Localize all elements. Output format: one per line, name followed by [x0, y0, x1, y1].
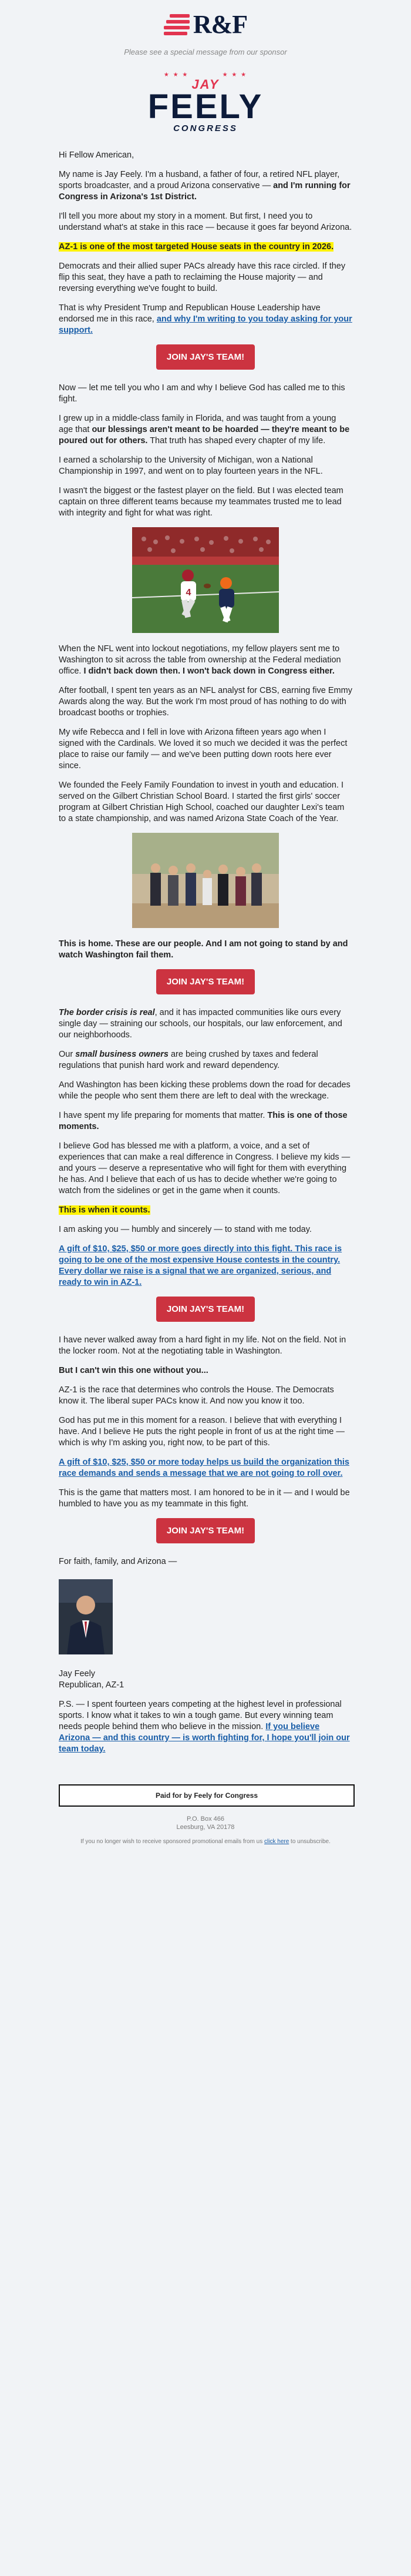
paragraph — [59, 1007, 352, 1041]
candidate-office: CONGRESS — [173, 123, 238, 133]
greeting: Hi Fellow American, — [59, 150, 134, 160]
text: , and it has impacted communities like ours every single day — straining our schools, our hospitals, our law enforcement, and our neighborhoods. — [59, 1008, 342, 1040]
paragraph: AZ-1 is the race that determines who controls the House. The Democrats know it. The liberal super PACs know it. And now you know it too. — [59, 1385, 334, 1406]
cta-row — [59, 344, 352, 370]
bold-italic-text: The border crisis is real — [59, 1008, 155, 1017]
support-link[interactable]: and why I'm writing to you today asking for your support. — [59, 314, 352, 335]
paragraph-bold — [59, 1365, 352, 1376]
text: to unsubscribe. — [289, 1838, 331, 1845]
candidate-first-name: JAY — [191, 77, 220, 92]
text: P.S. — I spent fourteen years competing at the highest level in professional sports. I know what it takes to win a tough game. But every winning team needs people behind them who believe in the mission. — [59, 1700, 342, 1731]
paragraph: And Washington has been kicking these problems down the road for decades while the people who sent them there are left to deal with the wreckage. — [59, 1080, 351, 1101]
paragraph — [59, 413, 352, 447]
paid-for-box: Paid for by Feely for Congress — [59, 1784, 355, 1807]
mailing-address — [59, 1815, 352, 1831]
letter-body — [59, 150, 352, 1755]
join-team-button[interactable]: JOIN JAY'S TEAM! — [156, 1297, 255, 1322]
paragraph — [59, 1110, 352, 1133]
paragraph: I earned a scholarship to the University of Michigan, won a National Championship in 1997, and went on to play fourteen years in the NFL. — [59, 455, 323, 476]
join-team-button[interactable]: JOIN JAY'S TEAM! — [156, 344, 255, 370]
donate-link[interactable]: A gift of $10, $25, $50 or more goes directly into this fight. This race is going to be one of the most expensive House contests in the country. Every dollar we raise is a signal that we are organized, serious, and ready to win in AZ-1. — [59, 1244, 342, 1287]
cta-row — [59, 1518, 352, 1543]
paragraph: I am asking you — humbly and sincerely — to stand with me today. — [59, 1225, 312, 1234]
candidate-last-name: FEELY — [147, 88, 264, 126]
paragraph-intro — [59, 169, 352, 203]
unsubscribe-link[interactable]: click here — [264, 1838, 289, 1845]
paragraph — [59, 1244, 352, 1288]
text: Our — [59, 1050, 76, 1059]
intro-text: My name is Jay Feely. I'm a husband, a father of four, a retired NFL player, sports broadcaster, and a proud Arizona conservative — — [59, 170, 340, 190]
unsubscribe-line — [59, 1838, 352, 1845]
svg-text:4: 4 — [186, 588, 191, 598]
highlighted-text: This is when it counts. — [59, 1205, 150, 1215]
text: If you no longer wish to receive sponsored promotional emails from us — [80, 1838, 265, 1845]
endorse-text: That is why President Trump and Republican House Leadership have endorsed me in this race, — [59, 303, 321, 324]
family-photo — [132, 833, 279, 928]
address-line: P.O. Box 466 — [186, 1815, 224, 1823]
paragraph: This is the game that matters most. I am honored to be in it — and I would be humbled to have you as my teammate in this fight. — [59, 1488, 350, 1509]
join-team-button[interactable]: JOIN JAY'S TEAM! — [156, 969, 255, 994]
stars-icon: ★ ★ ★ ★ ★ ★ — [163, 72, 248, 78]
football-action-photo — [132, 527, 279, 633]
paragraph — [59, 1049, 352, 1071]
join-team-link[interactable]: If you believe Arizona — and this country — is worth fighting for, I hope you'll join our team today. — [59, 1722, 350, 1754]
paragraph — [59, 644, 352, 677]
donate-link[interactable]: A gift of $10, $25, $50 or more today helps us build the organization this race demands and sends a message that we are not going to roll over. — [59, 1458, 349, 1478]
email-container — [59, 0, 352, 1845]
footer — [59, 1784, 352, 1845]
cta-row — [59, 1297, 352, 1322]
signature-block — [59, 1669, 352, 1691]
text: I grew up in a middle-class family in Florida, and was taught from a young age that — [59, 414, 336, 434]
bold-text: I didn't back down then. I won't back down in Congress either. — [83, 666, 335, 676]
join-team-button[interactable]: JOIN JAY'S TEAM! — [156, 1518, 255, 1543]
paragraph — [59, 1457, 352, 1479]
bold-text: This is home. These are our people. And I am not going to stand by and watch Washington fail them. — [59, 939, 348, 960]
sponsor-header — [59, 0, 352, 56]
text: That truth has shaped every chapter of my life. — [147, 436, 326, 445]
paragraph: After football, I spent ten years as an NFL analyst for CBS, earning five Emmy Awards along the way. But the work I'm most proud of has nothing to do with broadcast booths or trophies. — [59, 686, 352, 718]
text: When the NFL went into lockout negotiations, my fellow players sent me to Washington to sit across the table from ownership at the Federal mediation office. — [59, 644, 341, 676]
paragraph: We founded the Feely Family Foundation to invest in youth and education. I served on the Gilbert Christian School Board. I started the first girls' soccer program at Gilbert Christian High School, coached our daughter Lexi's team to a state championship, and was named Arizona State Coach of the Year. — [59, 780, 345, 823]
bold-text: But I can't win this one without you... — [59, 1366, 208, 1375]
address-line: Leesburg, VA 20178 — [176, 1824, 235, 1831]
paragraph: God has put me in this moment for a reason. I believe that with everything I have. And I believe He puts the right people in front of us at the right time — which is why I'm asking you, right now, to be part of this. — [59, 1416, 345, 1448]
paragraph: I wasn't the biggest or the fastest player on the field. But I was elected team captain on three different teams because my teammates trusted me to lead with integrity and fight for what was right. — [59, 486, 343, 518]
highlighted-text: AZ-1 is one of the most targeted House seats in the country in 2026. — [59, 242, 334, 252]
rf-brand-text: R&F — [193, 10, 248, 39]
bold-text: our blessings aren't meant to be hoarded — they're meant to be poured out for others. — [59, 425, 350, 445]
intro-bold: and I'm running for Congress in Arizona's 1st District. — [59, 181, 351, 202]
bold-text: This is one of those moments. — [59, 1111, 348, 1131]
closing: For faith, family, and Arizona — — [59, 1557, 177, 1566]
text: I have spent my life preparing for moments that matter. — [59, 1111, 268, 1120]
paragraph: My wife Rebecca and I fell in love with Arizona fifteen years ago when I signed with the Cardinals. We loved it so much we decided it was the perfect place to raise our family — and we've been putting down roots here ever since. — [59, 728, 348, 771]
cta-row — [59, 969, 352, 994]
bold-italic-text: small business owners — [75, 1050, 169, 1059]
text: are being crushed by taxes and federal regulations that punish hard work and reward dependency. — [59, 1050, 318, 1070]
paragraph: I believe God has blessed me with a platform, a voice, and a set of experiences that can make a real difference in Congress. I believe my kids — and yours — deserve a representative who will fight for them with everything he has. And I believe that each of us has to decide whether we're going to watch from the sidelines or get in the game when it counts. — [59, 1141, 351, 1195]
postscript — [59, 1699, 352, 1755]
paragraph: Now — let me tell you who I am and why I believe God has called me to this fight. — [59, 383, 345, 404]
paragraph: I have never walked away from a hard fight in my life. Not on the field. Not in the locker room. Not at the negotiating table in Washington. — [59, 1335, 346, 1356]
paragraph-highlight — [59, 1205, 352, 1216]
paragraph: I'll tell you more about my story in a moment. But first, I need you to understand what's at stake in this race — because it goes far beyond Arizona. — [59, 212, 352, 232]
signature-name: Jay Feely — [59, 1669, 96, 1679]
paragraph-highlight — [59, 242, 352, 253]
candidate-logo — [59, 72, 352, 133]
paragraph-bold — [59, 939, 352, 961]
paragraph — [59, 303, 352, 336]
signature-title: Republican, AZ-1 — [59, 1680, 124, 1690]
paragraph: Democrats and their allied super PACs already have this race circled. If they flip this seat, they have a path to reclaiming the House majority — and reversing everything we've fought to build. — [59, 262, 346, 293]
rf-logo — [164, 10, 248, 39]
flag-stripes-icon — [164, 13, 190, 36]
candidate-portrait — [59, 1579, 113, 1654]
sponsor-note: Please see a special message from our sponsor — [124, 48, 287, 56]
